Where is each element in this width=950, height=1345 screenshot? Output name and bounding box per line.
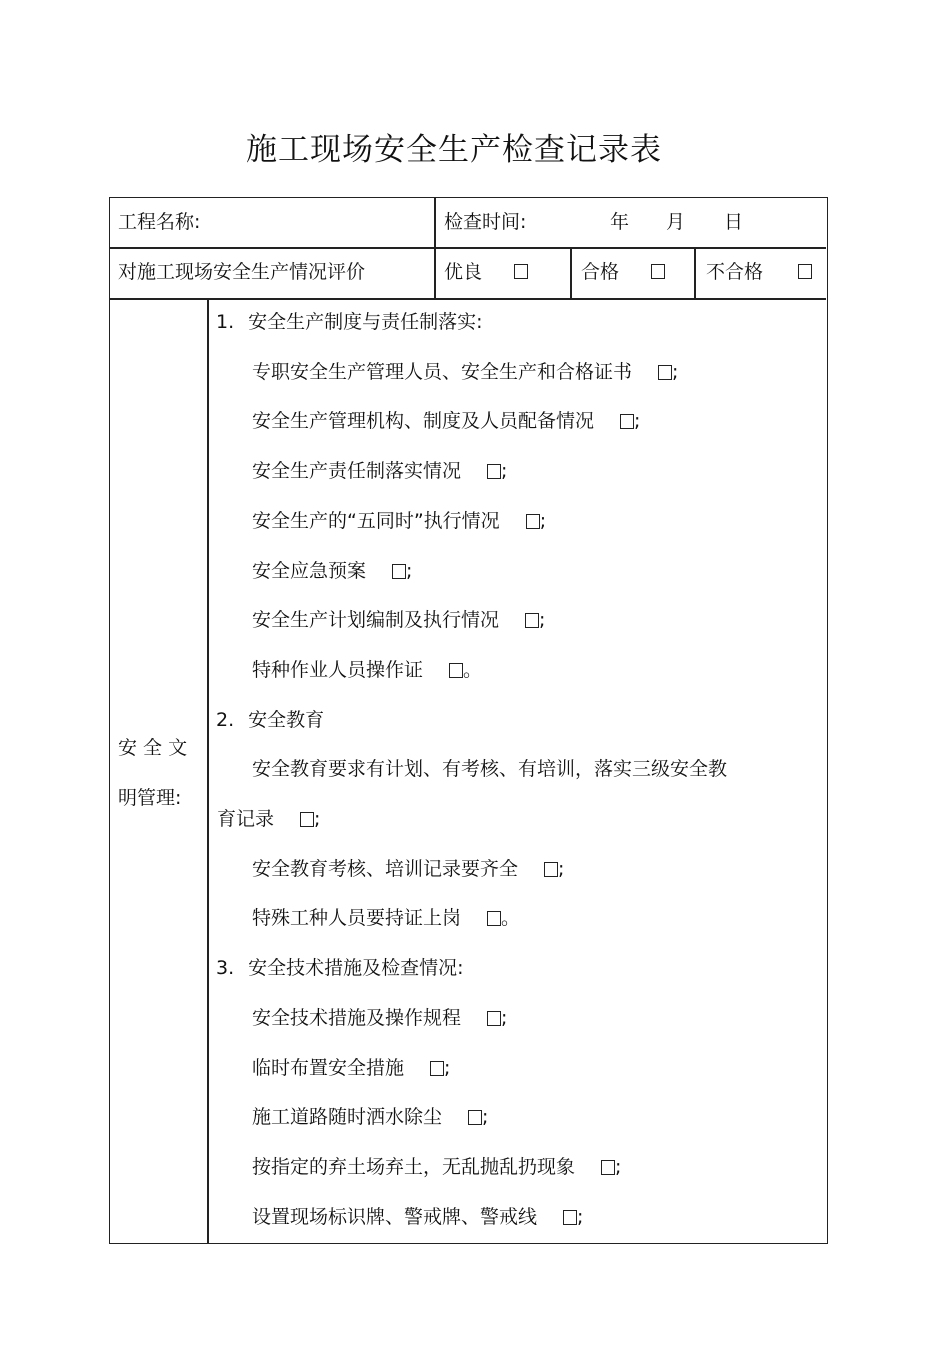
item-punctuation: ; — [314, 808, 321, 830]
section-label-line2: 明管理: — [118, 787, 182, 809]
item-checkbox[interactable] — [449, 663, 463, 678]
item-punctuation: ; — [406, 559, 413, 582]
checklist-heading — [216, 310, 483, 334]
item-punctuation: ; — [482, 1106, 489, 1129]
checkbox-fail[interactable] — [798, 264, 812, 279]
checkbox-pass[interactable] — [651, 264, 665, 279]
item-punctuation: ; — [558, 857, 565, 880]
checklist-item — [252, 559, 412, 583]
checklist-item — [252, 1056, 450, 1080]
item-punctuation: ; — [539, 609, 546, 632]
item-checkbox[interactable] — [487, 911, 501, 926]
checklist-item — [252, 1205, 583, 1229]
item-text: 专职安全生产管理人员、安全生产和合格证书 — [252, 360, 633, 383]
item-checkbox[interactable] — [392, 564, 406, 579]
item-checkbox[interactable] — [487, 464, 501, 479]
checklist-item — [252, 360, 678, 384]
section-label-line1: 安 全 文 — [118, 737, 188, 759]
item-checkbox[interactable] — [487, 1011, 501, 1026]
checklist-item — [252, 1006, 507, 1030]
evaluation-label: 对施工现场安全生产情况评价 — [118, 261, 366, 283]
item-text: 施工道路随时洒水除尘 — [252, 1106, 443, 1129]
item-punctuation: ; — [672, 360, 679, 383]
item-checkbox[interactable] — [601, 1160, 615, 1175]
checklist-item — [217, 807, 320, 831]
checklist-item — [252, 409, 640, 433]
item-punctuation: ; — [501, 1006, 508, 1029]
option-fail — [706, 260, 763, 284]
checklist-heading — [216, 708, 324, 732]
item-text: 安全教育考核、培训记录要齐全 — [252, 857, 519, 880]
checklist-item — [252, 906, 520, 930]
item-checkbox[interactable] — [620, 414, 634, 429]
checklist-item — [252, 509, 546, 533]
column-divider — [207, 298, 209, 1243]
heading-number: 2. — [216, 708, 235, 731]
checklist-item — [252, 857, 564, 881]
item-text: 特殊工种人员要持证上岗 — [252, 907, 462, 930]
checklist-item — [252, 658, 482, 682]
project-name-label: 工程名称: — [118, 211, 201, 233]
item-punctuation: 。 — [501, 907, 521, 930]
item-text: 安全生产计划编制及执行情况 — [252, 609, 500, 632]
item-text: 安全教育 — [248, 708, 325, 731]
item-punctuation: ; — [634, 410, 641, 433]
item-text: 安全生产管理机构、制度及人员配备情况 — [252, 410, 595, 433]
inspection-form-table — [109, 197, 828, 1244]
item-punctuation: ; — [444, 1056, 451, 1079]
checklist-item — [252, 1105, 488, 1129]
item-text: 特种作业人员操作证 — [252, 658, 424, 681]
item-punctuation: 。 — [463, 658, 483, 681]
day-label: 日 — [724, 211, 744, 233]
row-divider — [110, 247, 826, 249]
item-text: 设置现场标识牌、警戒牌、警戒线 — [252, 1205, 538, 1228]
page-title: 施工现场安全生产检查记录表 — [246, 132, 662, 168]
checklist-item — [252, 608, 545, 632]
item-checkbox[interactable] — [525, 613, 539, 628]
item-punctuation: ; — [539, 509, 547, 532]
month-label: 月 — [666, 211, 686, 233]
option-excellent — [444, 260, 482, 284]
item-text: 安全技术措施及检查情况: — [248, 957, 464, 980]
item-checkbox[interactable] — [430, 1061, 444, 1076]
item-punctuation: ; — [501, 460, 508, 483]
item-checkbox[interactable] — [544, 862, 558, 877]
checklist-heading — [216, 956, 464, 980]
item-checkbox[interactable] — [468, 1110, 482, 1125]
option-excellent-label: 优良 — [444, 261, 483, 283]
item-text: 安全生产制度与责任制落实: — [248, 311, 483, 333]
column-divider — [434, 198, 436, 299]
row-divider — [110, 298, 826, 300]
item-text: 育记录 — [217, 808, 275, 830]
item-punctuation: ; — [577, 1205, 584, 1228]
checklist-item — [252, 757, 727, 781]
item-punctuation: ; — [615, 1155, 622, 1178]
heading-number: 3. — [216, 957, 235, 980]
item-text: 按指定的弃土场弃土，无乱抛乱扔现象 — [252, 1155, 576, 1178]
check-time-label: 检查时间: — [444, 211, 527, 233]
item-checkbox[interactable] — [526, 514, 540, 529]
item-text: 安全生产的“五同时”执行情况 — [252, 509, 500, 532]
option-pass — [581, 260, 619, 284]
item-text: 安全生产责任制落实情况 — [252, 460, 462, 483]
checklist-item — [252, 459, 507, 483]
item-checkbox[interactable] — [658, 365, 672, 380]
item-text: 临时布置安全措施 — [252, 1056, 405, 1079]
item-text: 安全应急预案 — [252, 559, 367, 582]
item-text: 安全教育要求有计划、有考核、有培训，落实三级安全教 — [252, 758, 728, 781]
year-label: 年 — [610, 211, 630, 233]
item-checkbox[interactable] — [563, 1210, 577, 1225]
item-text: 安全技术措施及操作规程 — [252, 1006, 462, 1029]
option-fail-label: 不合格 — [706, 261, 764, 283]
checkbox-excellent[interactable] — [514, 264, 528, 279]
column-divider — [694, 247, 696, 299]
column-divider — [570, 247, 572, 299]
item-checkbox[interactable] — [300, 812, 314, 827]
option-pass-label: 合格 — [581, 261, 620, 283]
heading-number: 1. — [216, 311, 235, 333]
checklist-item — [252, 1155, 621, 1179]
